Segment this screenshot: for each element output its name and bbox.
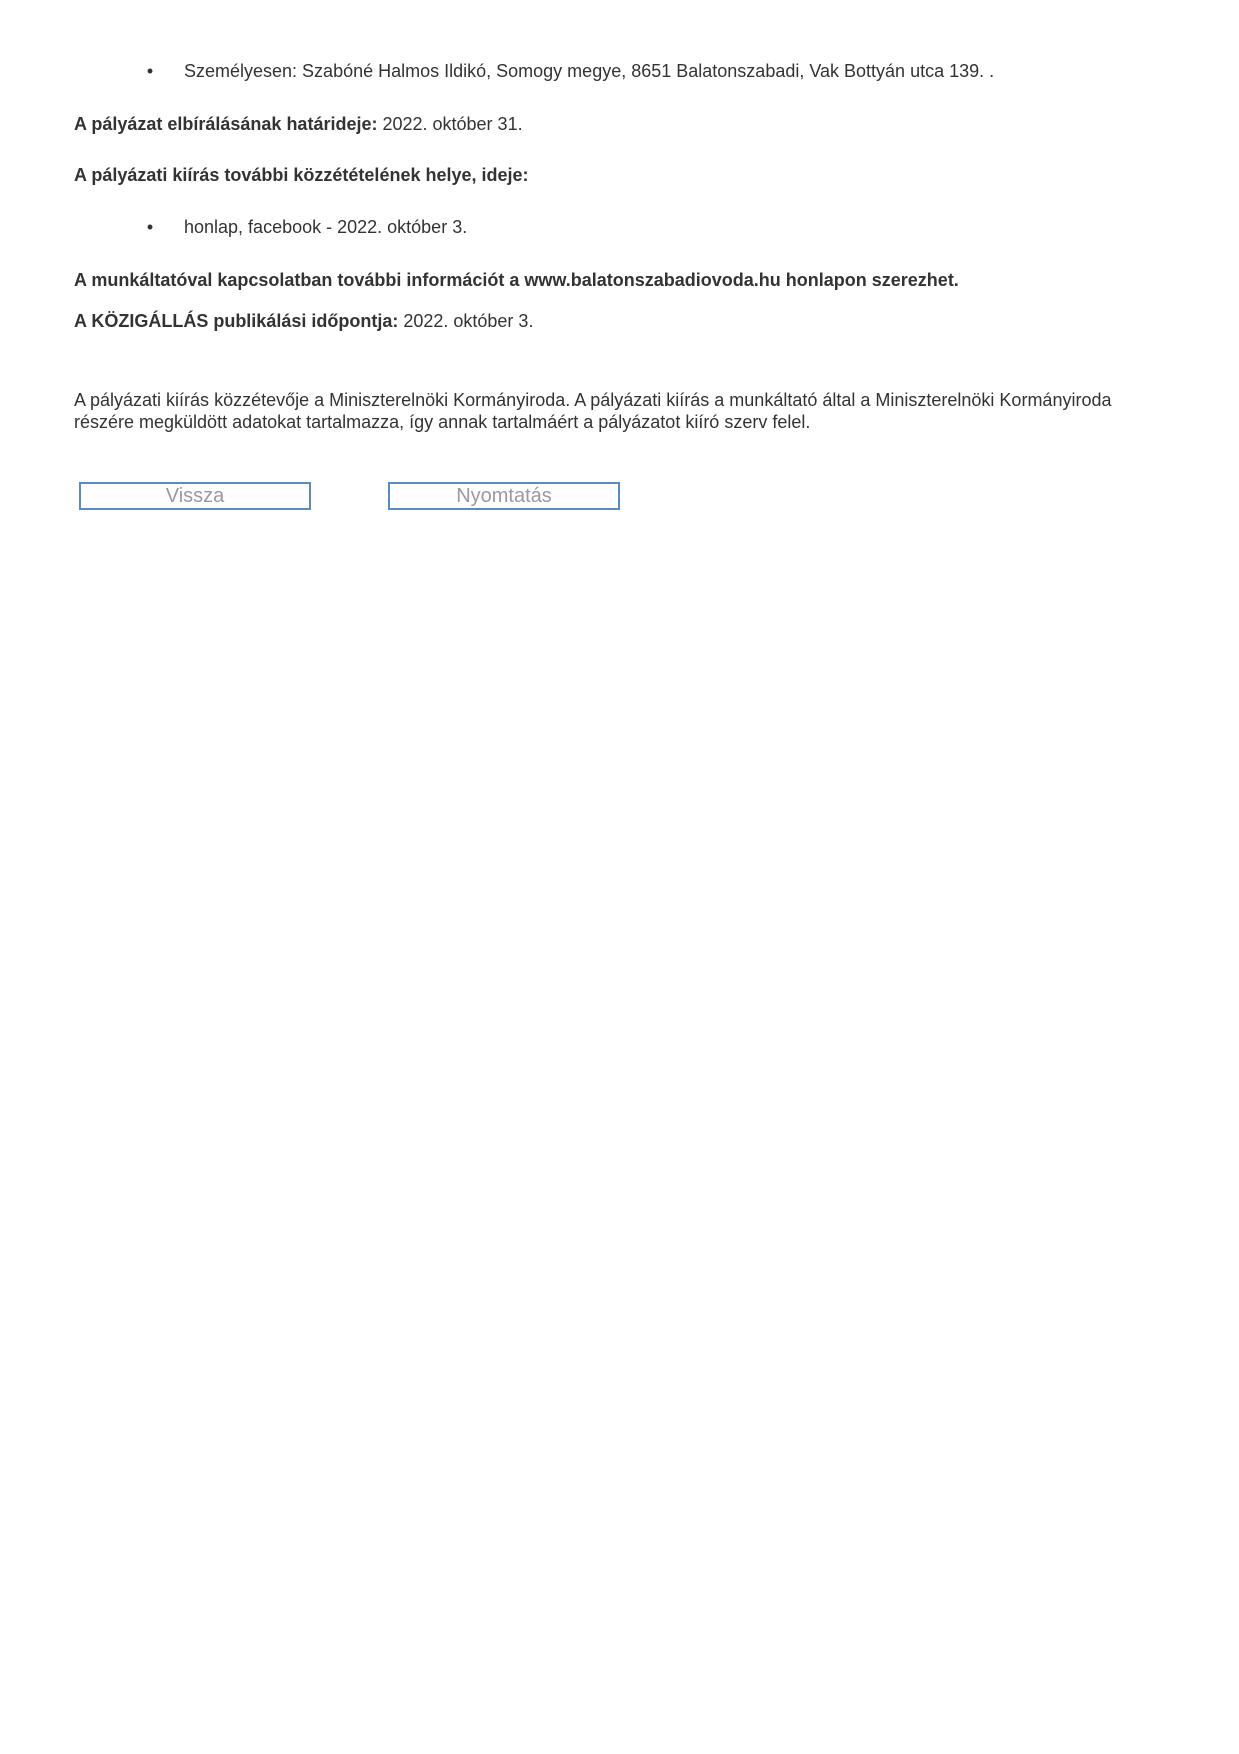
deadline-paragraph: [74, 113, 1174, 135]
bullet-icon: •: [146, 217, 154, 237]
personal-submission-list: [74, 60, 1174, 82]
back-button[interactable]: Vissza: [79, 482, 311, 510]
kozigallas-label: A KÖZIGÁLLÁS publikálási időpontja:: [74, 311, 399, 331]
bullet-icon: •: [146, 61, 154, 81]
kozigallas-paragraph: [74, 310, 1174, 332]
publication-text: honlap, facebook - 2022. október 3.: [184, 217, 468, 237]
deadline-label: A pályázat elbírálásának határideje:: [74, 114, 378, 134]
publisher-notice: A pályázati kiírás közzétevője a Miniszterelnöki Kormányiroda. A pályázati kiírás a munkáltató által a Miniszterelnöki Kormányiroda részére megküldött adatokat tartalmazza, így annak tartalmáért a pályázatot kiíró szerv felel.: [74, 390, 1112, 432]
personal-submission-text: Személyesen: Szabóné Halmos Ildikó, Somogy megye, 8651 Balatonszabadi, Vak Bottyán utca 139. .: [184, 61, 995, 81]
list-item: [74, 216, 1174, 238]
further-publication-heading: A pályázati kiírás további közzétételének helye, ideje:: [74, 165, 529, 185]
publication-list: [74, 216, 1174, 238]
employer-info-text: A munkáltatóval kapcsolatban további információt a www.balatonszabadiovoda.hu honlapon szerezhet.: [74, 270, 959, 290]
deadline-value: 2022. október 31.: [377, 114, 523, 134]
print-button[interactable]: Nyomtatás: [388, 482, 620, 510]
kozigallas-value: 2022. október 3.: [398, 311, 534, 331]
list-item: [74, 60, 1174, 82]
